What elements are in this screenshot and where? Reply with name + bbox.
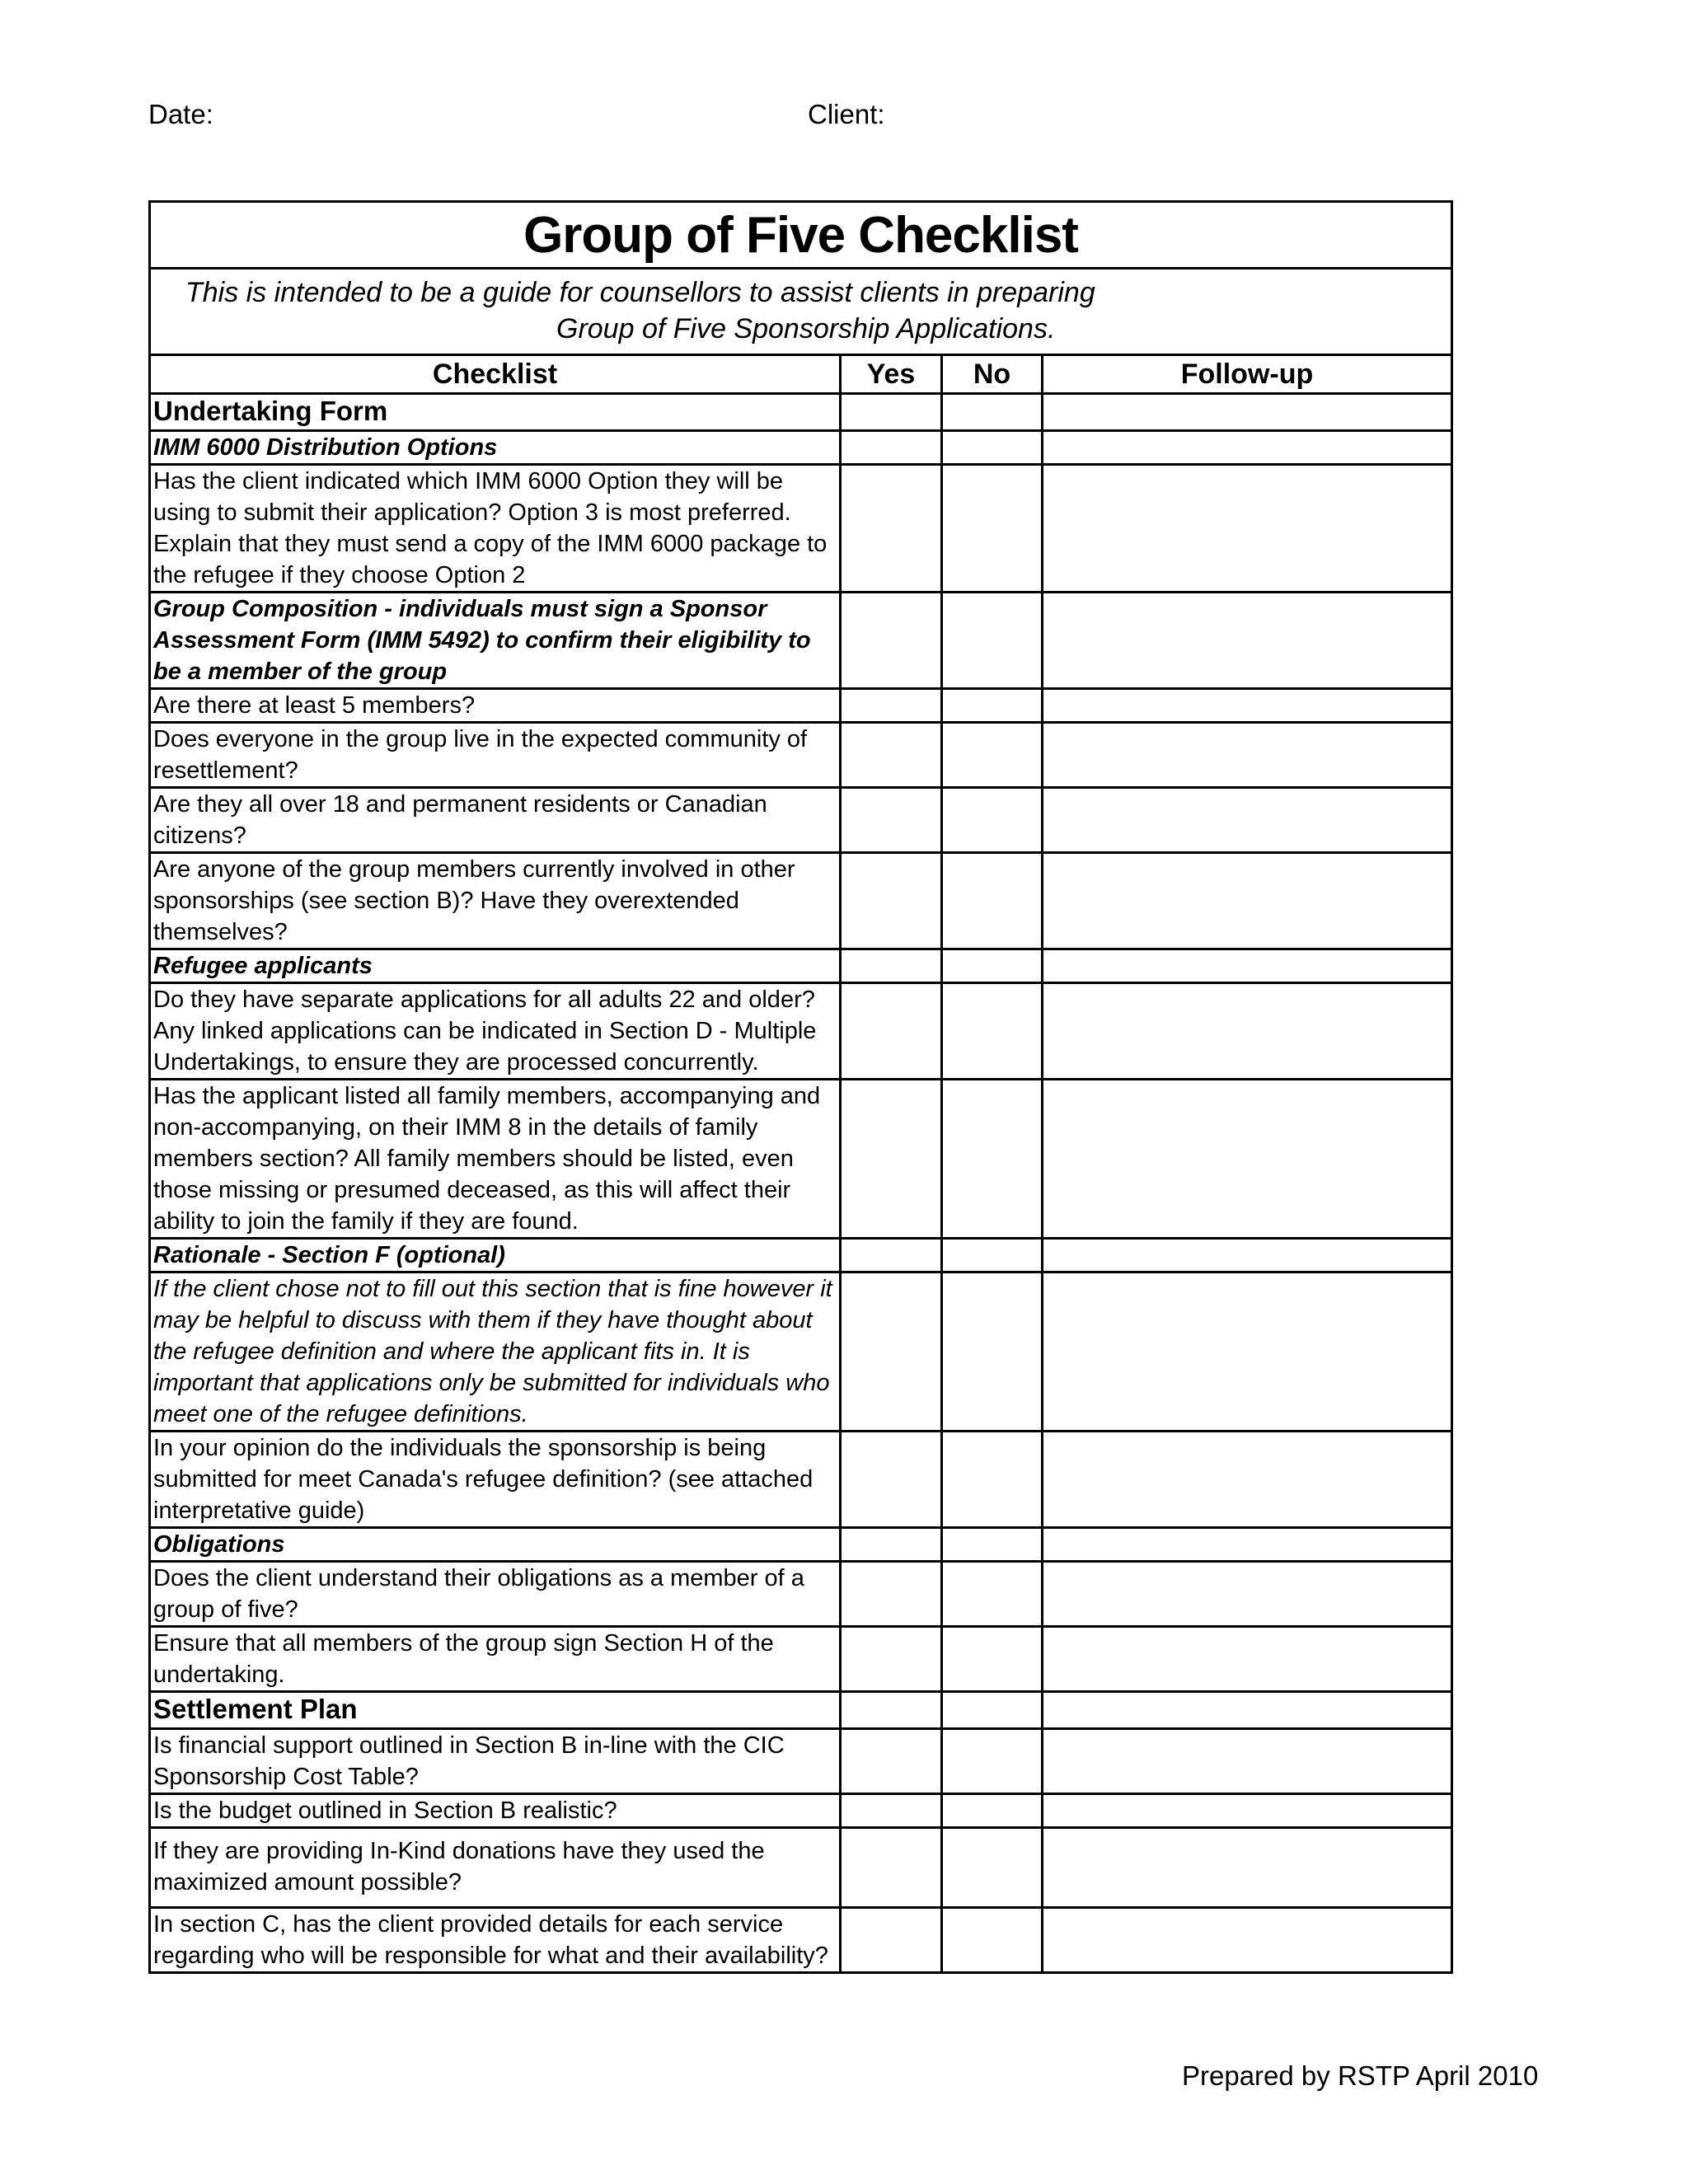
- followup-cell[interactable]: [1043, 983, 1452, 1080]
- checklist-item-text: Ensure that all members of the group sign Section H of the undertaking.: [150, 1627, 841, 1692]
- yes-cell[interactable]: [841, 1080, 942, 1239]
- checklist-row: [150, 788, 1452, 853]
- followup-cell[interactable]: [1043, 431, 1452, 465]
- column-header-yes: Yes: [841, 355, 942, 394]
- no-cell[interactable]: [942, 1562, 1043, 1627]
- checklist-item-text: Has the client indicated which IMM 6000 Option they will be using to submit their application? Option 3 is most preferred. Explain that they must send a copy of the IMM 6000 package to the refugee if they choose Option 2: [150, 465, 841, 593]
- checklist-row: [150, 1627, 1452, 1692]
- date-label: Date:: [148, 99, 213, 129]
- checklist-item-text: Is the budget outlined in Section B realistic?: [150, 1794, 841, 1828]
- no-cell[interactable]: [942, 1794, 1043, 1828]
- yes-cell[interactable]: [841, 394, 942, 431]
- checklist-row: [150, 1080, 1452, 1239]
- followup-cell[interactable]: [1043, 1272, 1452, 1432]
- column-header-checklist: Checklist: [150, 355, 841, 394]
- checklist-item-text: If they are providing In-Kind donations have they used the maximized amount possible?: [150, 1828, 841, 1908]
- title-row: [150, 202, 1452, 269]
- no-cell[interactable]: [942, 1908, 1043, 1973]
- followup-cell[interactable]: [1043, 1627, 1452, 1692]
- checklist-item-text: In section C, has the client provided details for each service regarding who will be responsible for what and their availability?: [150, 1908, 841, 1973]
- yes-cell[interactable]: [841, 723, 942, 788]
- followup-cell[interactable]: [1043, 723, 1452, 788]
- checklist-row: [150, 1828, 1452, 1908]
- followup-cell[interactable]: [1043, 465, 1452, 593]
- yes-cell[interactable]: [841, 1562, 942, 1627]
- checklist-row: [150, 723, 1452, 788]
- subsection-heading: IMM 6000 Distribution Options: [150, 431, 841, 465]
- checklist-item-text: Are there at least 5 members?: [150, 689, 841, 723]
- checklist-row: [150, 1729, 1452, 1794]
- checklist-item-text: Are they all over 18 and permanent residents or Canadian citizens?: [150, 788, 841, 853]
- subsection-row: [150, 431, 1452, 465]
- section-row: [150, 1692, 1452, 1729]
- subtitle-line-1: This is intended to be a guide for counsellors to assist clients in preparing: [185, 277, 1095, 308]
- no-cell[interactable]: [942, 788, 1043, 853]
- yes-cell[interactable]: [841, 788, 942, 853]
- checklist-row: [150, 1432, 1452, 1528]
- subsection-heading: Obligations: [150, 1528, 841, 1562]
- checklist-row: [150, 1272, 1452, 1432]
- checklist-item-text: Does everyone in the group live in the expected community of resettlement?: [150, 723, 841, 788]
- checklist-row: [150, 1794, 1452, 1828]
- checklist-item-text: Has the applicant listed all family members, accompanying and non-accompanying, on their IMM 8 in the details of family members section? All family members should be listed, even those missing or presumed deceased, as this will affect their ability to join the family if they are found.: [150, 1080, 841, 1239]
- no-cell[interactable]: [942, 394, 1043, 431]
- column-header-followup: Follow-up: [1043, 355, 1452, 394]
- followup-cell[interactable]: [1043, 788, 1452, 853]
- no-cell[interactable]: [942, 983, 1043, 1080]
- no-cell[interactable]: [942, 853, 1043, 949]
- no-cell[interactable]: [942, 1828, 1043, 1908]
- followup-cell[interactable]: [1043, 949, 1452, 983]
- page-title: Group of Five Checklist: [150, 202, 1452, 269]
- yes-cell[interactable]: [841, 1239, 942, 1272]
- column-header-row: [150, 355, 1452, 394]
- column-header-no: No: [942, 355, 1043, 394]
- no-cell[interactable]: [942, 465, 1043, 593]
- checklist-row: [150, 1908, 1452, 1973]
- checklist-item-text: In your opinion do the individuals the sponsorship is being submitted for meet Canada's refugee definition? (see attached interpretative guide): [150, 1432, 841, 1528]
- no-cell[interactable]: [942, 1692, 1043, 1729]
- client-label: Client:: [808, 99, 885, 129]
- followup-cell[interactable]: [1043, 689, 1452, 723]
- checklist-row: [150, 689, 1452, 723]
- followup-cell[interactable]: [1043, 1432, 1452, 1528]
- subsection-row: [150, 949, 1452, 983]
- checklist-item-text: Are anyone of the group members currently involved in other sponsorships (see section B)? Have they overextended themselves?: [150, 853, 841, 949]
- checklist-row: [150, 465, 1452, 593]
- no-cell[interactable]: [942, 1627, 1043, 1692]
- section-heading: Undertaking Form: [150, 394, 841, 431]
- followup-cell[interactable]: [1043, 1528, 1452, 1562]
- checklist-item-text: Do they have separate applications for all adults 22 and older? Any linked applications can be indicated in Section D - Multiple Undertakings, to ensure they are processed concurrently.: [150, 983, 841, 1080]
- subsection-row: [150, 1239, 1452, 1272]
- followup-cell[interactable]: [1043, 1692, 1452, 1729]
- no-cell[interactable]: [942, 689, 1043, 723]
- no-cell[interactable]: [942, 1272, 1043, 1432]
- section-row: [150, 394, 1452, 431]
- yes-cell[interactable]: [841, 1692, 942, 1729]
- no-cell[interactable]: [942, 1080, 1043, 1239]
- followup-cell[interactable]: [1043, 593, 1452, 689]
- yes-cell[interactable]: [841, 949, 942, 983]
- checklist-item-text: Is financial support outlined in Section B in-line with the CIC Sponsorship Cost Table?: [150, 1729, 841, 1794]
- checklist-table: [148, 200, 1453, 1974]
- yes-cell[interactable]: [841, 853, 942, 949]
- checklist-row: [150, 983, 1452, 1080]
- followup-cell[interactable]: [1043, 394, 1452, 431]
- followup-cell[interactable]: [1043, 1562, 1452, 1627]
- yes-cell[interactable]: [841, 1528, 942, 1562]
- subsection-heading: Group Composition - individuals must sign a Sponsor Assessment Form (IMM 5492) to confirm their eligibility to be a member of the group: [150, 593, 841, 689]
- no-cell[interactable]: [942, 1528, 1043, 1562]
- subsection-heading: Rationale - Section F (optional): [150, 1239, 841, 1272]
- subsection-row: [150, 593, 1452, 689]
- checklist-row: [150, 853, 1452, 949]
- yes-cell[interactable]: [841, 983, 942, 1080]
- yes-cell[interactable]: [841, 1432, 942, 1528]
- yes-cell[interactable]: [841, 1828, 942, 1908]
- footer-prepared-by: Prepared by RSTP April 2010: [1182, 2060, 1539, 2091]
- no-cell[interactable]: [942, 593, 1043, 689]
- yes-cell[interactable]: [841, 1272, 942, 1432]
- followup-cell[interactable]: [1043, 1794, 1452, 1828]
- checklist-row: [150, 1562, 1452, 1627]
- checklist-item-text: Does the client understand their obligations as a member of a group of five?: [150, 1562, 841, 1627]
- no-cell[interactable]: [942, 1729, 1043, 1794]
- subtitle-line-2: Group of Five Sponsorship Applications.: [556, 313, 1056, 344]
- followup-cell[interactable]: [1043, 1239, 1452, 1272]
- yes-cell[interactable]: [841, 593, 942, 689]
- checklist-item-text: If the client chose not to fill out this section that is fine however it may be helpful to discuss with them if they have thought about the refugee definition and where the applicant fits in. It is important that applications only be submitted for individuals who meet one of the refugee definitions.: [150, 1272, 841, 1432]
- followup-cell[interactable]: [1043, 1908, 1452, 1973]
- section-heading: Settlement Plan: [150, 1692, 841, 1729]
- followup-cell[interactable]: [1043, 853, 1452, 949]
- subsection-heading: Refugee applicants: [150, 949, 841, 983]
- no-cell[interactable]: [942, 431, 1043, 465]
- yes-cell[interactable]: [841, 465, 942, 593]
- no-cell[interactable]: [942, 723, 1043, 788]
- yes-cell[interactable]: [841, 689, 942, 723]
- no-cell[interactable]: [942, 1432, 1043, 1528]
- followup-cell[interactable]: [1043, 1828, 1452, 1908]
- yes-cell[interactable]: [841, 431, 942, 465]
- yes-cell[interactable]: [841, 1729, 942, 1794]
- subtitle-row: [150, 269, 1452, 355]
- followup-cell[interactable]: [1043, 1729, 1452, 1794]
- subtitle: [150, 269, 1452, 355]
- yes-cell[interactable]: [841, 1794, 942, 1828]
- no-cell[interactable]: [942, 1239, 1043, 1272]
- subsection-row: [150, 1528, 1452, 1562]
- followup-cell[interactable]: [1043, 1080, 1452, 1239]
- yes-cell[interactable]: [841, 1908, 942, 1973]
- yes-cell[interactable]: [841, 1627, 942, 1692]
- no-cell[interactable]: [942, 949, 1043, 983]
